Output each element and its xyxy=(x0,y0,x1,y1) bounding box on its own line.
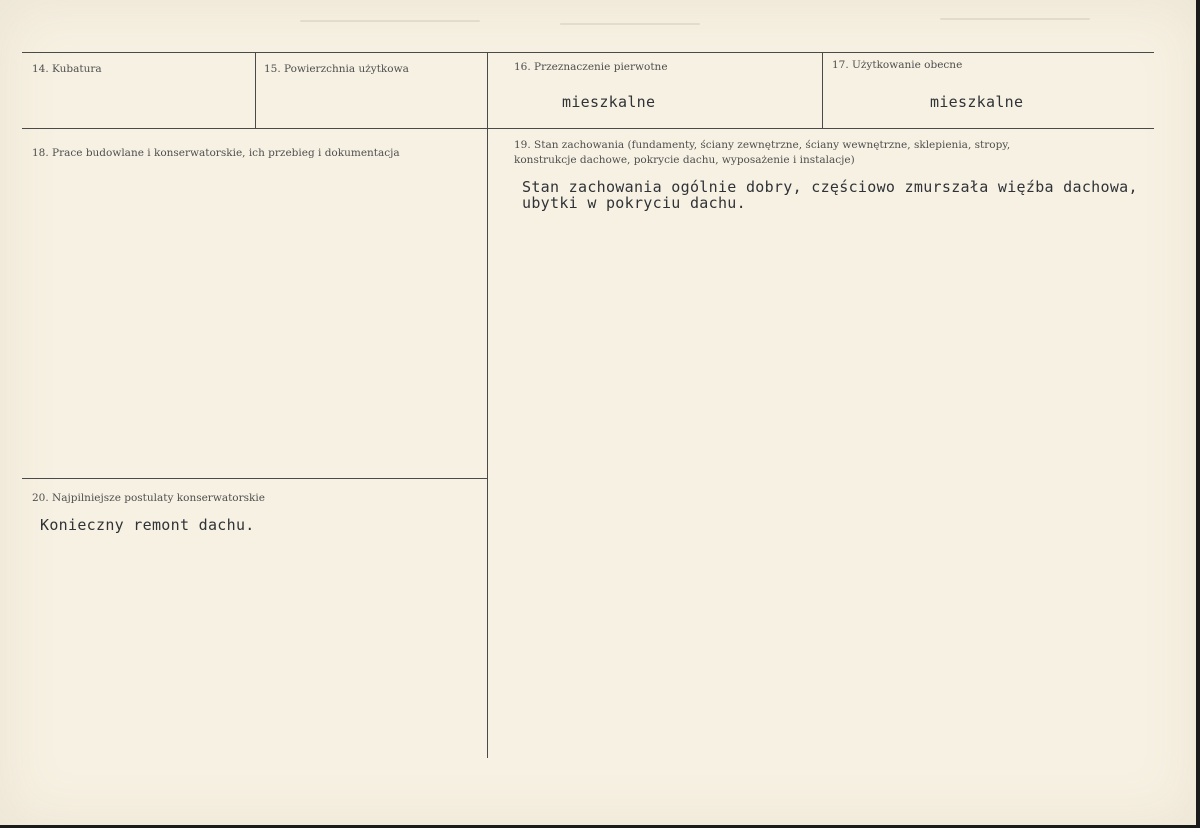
field-17-label: 17. Użytkowanie obecne xyxy=(832,59,963,71)
field-20-value: Konieczny remont dachu. xyxy=(40,516,255,534)
field-17-value: mieszkalne xyxy=(930,93,1024,111)
field-18-label: 18. Prace budowlane i konserwatorskie, ich przebieg i dokumentacja xyxy=(32,147,400,159)
grid-line-row2 xyxy=(22,128,1154,129)
bleed-through-mark xyxy=(940,18,1090,20)
bleed-through-mark xyxy=(560,23,700,25)
grid-line-v2 xyxy=(487,52,488,758)
field-19-value-line2: ubytki w pokryciu dachu. xyxy=(522,194,746,212)
field-14-label: 14. Kubatura xyxy=(32,63,102,75)
field-19-value-line1: Stan zachowania ogólnie dobry, częściowo zmurszała więźba dachowa, xyxy=(522,178,1138,196)
grid-line-row3 xyxy=(22,478,488,479)
bleed-through-mark xyxy=(300,20,480,22)
field-15-label: 15. Powierzchnia użytkowa xyxy=(264,63,409,75)
grid-line-top xyxy=(22,52,1154,53)
field-16-label: 16. Przeznaczenie pierwotne xyxy=(514,61,668,73)
scan-edge-right xyxy=(1196,0,1200,828)
field-20-label: 20. Najpilniejsze postulaty konserwatorskie xyxy=(32,492,265,504)
field-19-label-line2: konstrukcje dachowe, pokrycie dachu, wyposażenie i instalacje) xyxy=(514,154,855,166)
grid-line-v1 xyxy=(255,52,256,128)
field-19-label-line1: 19. Stan zachowania (fundamenty, ściany zewnętrzne, ściany wewnętrzne, sklepienia, stropy, xyxy=(514,139,1011,151)
grid-line-v3 xyxy=(822,52,823,128)
field-16-value: mieszkalne xyxy=(562,93,656,111)
